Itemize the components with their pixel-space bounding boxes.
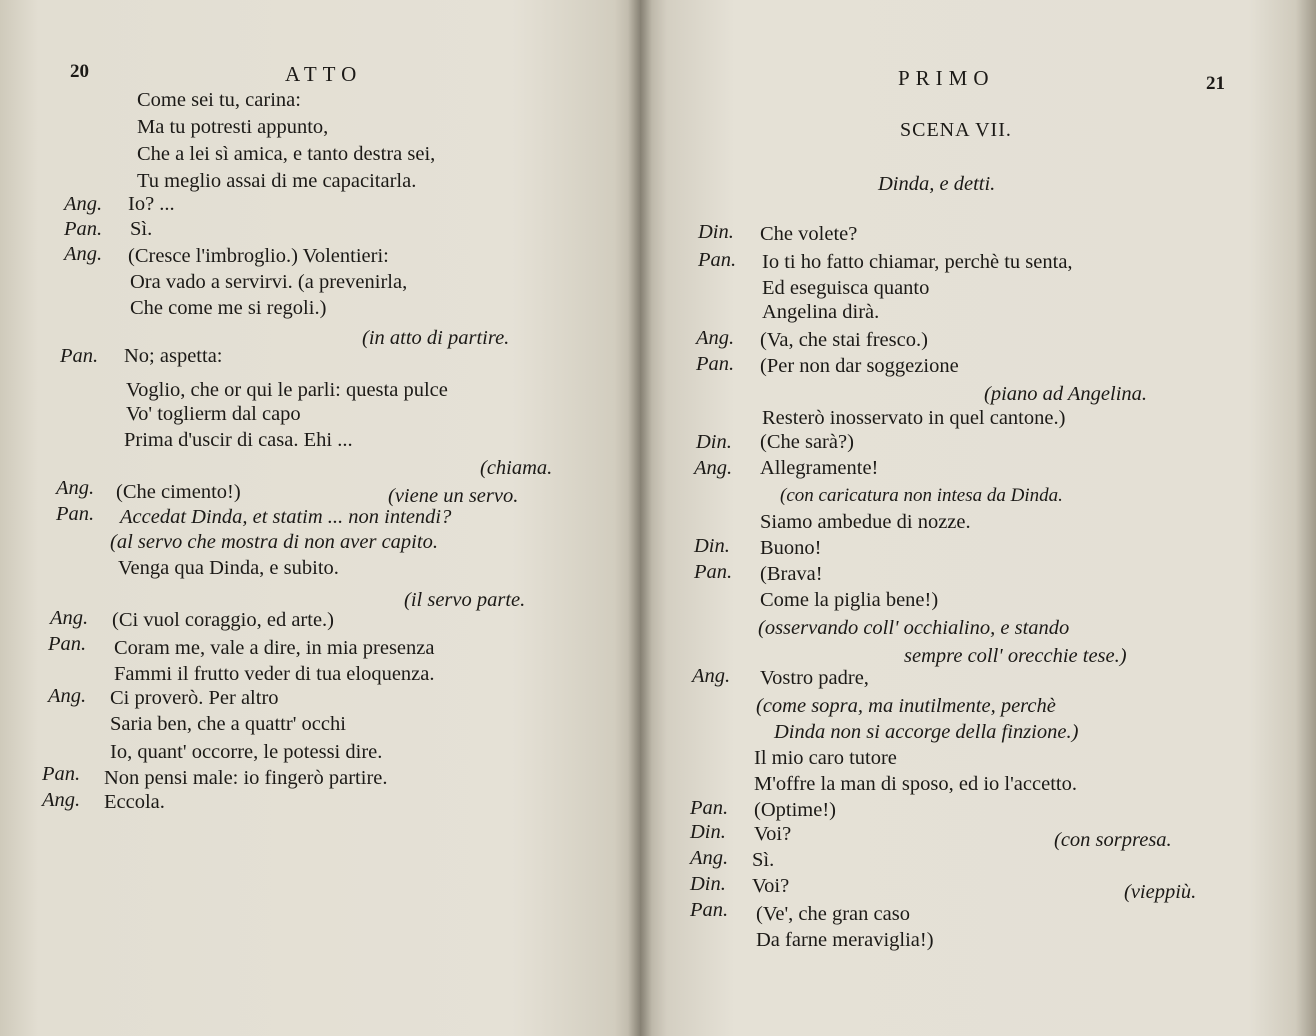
verse-line: No; aspetta: (124, 345, 223, 367)
verse-line: Come sei tu, carina: (137, 89, 301, 111)
speaker-label: Ang. (42, 789, 81, 811)
scene-subheading: Dinda, e detti. (878, 173, 996, 195)
verse-line: Sì. (752, 849, 775, 871)
verse-line: Eccola. (104, 791, 165, 813)
verse-line: Sì. (130, 218, 153, 240)
speaker-label: Ang. (56, 477, 95, 499)
verse-line: Venga qua Dinda, e subito. (118, 557, 339, 579)
stage-direction: (il servo parte. (404, 589, 526, 611)
verse-line: (Cresce l'imbroglio.) Volentieri: (128, 245, 389, 267)
stage-direction: (viene un servo. (388, 485, 519, 507)
speaker-label: Din. (698, 221, 734, 243)
verse-line: Allegramente! (760, 457, 879, 479)
speaker-label: Ang. (690, 847, 729, 869)
stage-direction: (vieppiù. (1124, 881, 1197, 903)
page-number: 20 (70, 61, 89, 82)
stage-direction: (con caricatura non intesa da Dinda. (780, 485, 1063, 506)
verse-line: Fammi il frutto veder di tua eloquenza. (114, 663, 435, 685)
speaker-label: Din. (690, 873, 726, 895)
speaker-label: Ang. (64, 243, 103, 265)
verse-line: Io ti ho fatto chiamar, perchè tu senta, (762, 251, 1073, 273)
verse-line: Non pensi male: io fingerò partire. (104, 767, 388, 789)
speaker-label: Ang. (64, 193, 103, 215)
verse-line: (Che sarà?) (760, 431, 854, 453)
speaker-label: Ang. (696, 327, 735, 349)
verse-line: Accedat Dinda, et statim ... non intendi? (120, 506, 452, 528)
verse-line: M'offre la man di sposo, ed io l'accetto. (754, 773, 1077, 795)
verse-line: Coram me, vale a dire, in mia presenza (114, 637, 435, 659)
speaker-label: Ang. (692, 665, 731, 687)
verse-line: Ora vado a servirvi. (a prevenirla, (130, 271, 408, 293)
verse-line: Tu meglio assai di me capacitarla. (137, 170, 417, 192)
verse-line: Voglio, che or qui le parli: questa pulce (126, 379, 448, 401)
verse-line: Io? ... (128, 193, 175, 215)
verse-line: Vostro padre, (760, 667, 869, 689)
stage-direction: (con sorpresa. (1054, 829, 1172, 851)
verse-line: Siamo ambedue di nozze. (760, 511, 971, 533)
speaker-label: Pan. (56, 503, 95, 525)
verse-line: (Per non dar soggezione (760, 355, 959, 377)
stage-direction: (in atto di partire. (362, 327, 510, 349)
speaker-label: Din. (696, 431, 732, 453)
verse-line: Resterò inosservato in quel cantone.) (762, 407, 1066, 429)
running-head: PRIMO (898, 66, 995, 90)
stage-direction: (chiama. (480, 457, 553, 479)
speaker-label: Pan. (60, 345, 99, 367)
right-page (640, 0, 1316, 1036)
stage-direction: (come sopra, ma inutilmente, perchè (756, 695, 1056, 717)
speaker-label: Pan. (694, 561, 733, 583)
verse-line: Angelina dirà. (762, 301, 880, 323)
speaker-label: Ang. (50, 607, 89, 629)
verse-line: Da farne meraviglia!) (756, 929, 934, 951)
verse-line: Ed eseguisca quanto (762, 277, 930, 299)
verse-line: Saria ben, che a quattr' occhi (110, 713, 346, 735)
stage-direction: (piano ad Angelina. (984, 383, 1148, 405)
verse-line: (Che cimento!) (116, 481, 241, 503)
verse-line: Io, quant' occorre, le potessi dire. (110, 741, 383, 763)
verse-line: Prima d'uscir di casa. Ehi ... (124, 429, 353, 451)
verse-line: Voi? (754, 823, 792, 845)
speaker-label: Pan. (698, 249, 737, 271)
stage-direction: Dinda non si accorge della finzione.) (774, 721, 1079, 743)
verse-line: Che a lei sì amica, e tanto destra sei, (137, 143, 436, 165)
speaker-label: Pan. (48, 633, 87, 655)
verse-line: Voi? (752, 875, 790, 897)
verse-line: (Brava! (760, 563, 823, 585)
stage-direction: sempre coll' orecchie tese.) (904, 645, 1127, 667)
verse-line: Che volete? (760, 223, 858, 245)
verse-line: (Ve', che gran caso (756, 903, 910, 925)
page-number: 21 (1206, 73, 1225, 94)
verse-line: (Optime!) (754, 799, 836, 821)
speaker-label: Pan. (64, 218, 103, 240)
verse-line: Che come me si regoli.) (130, 297, 327, 319)
stage-direction: (osservando coll' occhialino, e stando (758, 617, 1070, 639)
speaker-label: Pan. (690, 899, 729, 921)
running-head: ATTO (285, 62, 363, 86)
verse-line: Ci proverò. Per altro (110, 687, 279, 709)
verse-line: Il mio caro tutore (754, 747, 897, 769)
book-gutter (628, 0, 652, 1036)
verse-line: Buono! (760, 537, 822, 559)
scene-heading: SCENA VII. (900, 119, 1012, 141)
verse-line: (Va, che stai fresco.) (760, 329, 928, 351)
speaker-label: Pan. (696, 353, 735, 375)
stage-direction: (al servo che mostra di non aver capito. (110, 531, 438, 553)
left-page (0, 0, 640, 1036)
speaker-label: Pan. (42, 763, 81, 785)
speaker-label: Pan. (690, 797, 729, 819)
verse-line: Ma tu potresti appunto, (137, 116, 329, 138)
speaker-label: Ang. (48, 685, 87, 707)
speaker-label: Din. (690, 821, 726, 843)
verse-line: Vo' toglierm dal capo (126, 403, 301, 425)
verse-line: Come la piglia bene!) (760, 589, 939, 611)
speaker-label: Ang. (694, 457, 733, 479)
verse-line: (Ci vuol coraggio, ed arte.) (112, 609, 335, 631)
speaker-label: Din. (694, 535, 730, 557)
